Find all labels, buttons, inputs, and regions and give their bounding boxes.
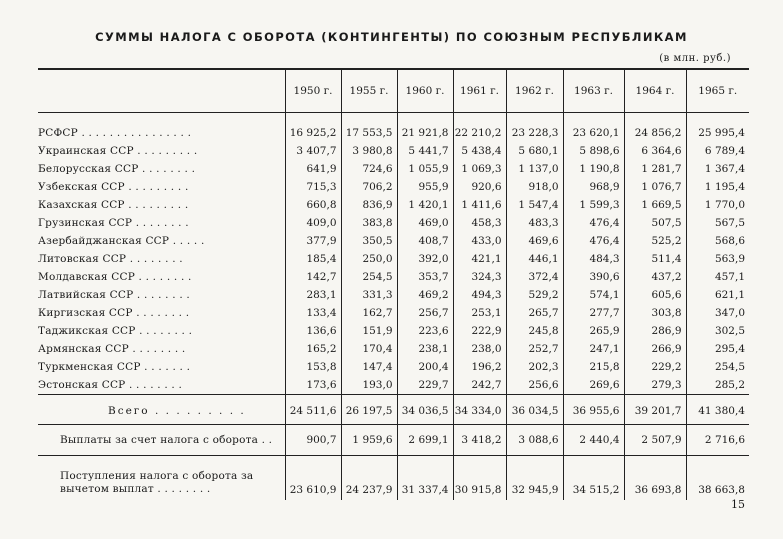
table-cell: 256,6: [506, 376, 563, 395]
column-header: 1965 г.: [686, 69, 749, 113]
column-header: 1963 г.: [563, 69, 624, 113]
table-row: [38, 214, 749, 232]
table-cell: 16 925,2: [285, 113, 341, 143]
row-label: Азербайджанская ССР . . . . .: [38, 235, 205, 247]
table-cell: 1 076,7: [624, 178, 686, 196]
table-cell: 372,4: [506, 268, 563, 286]
table-cell: 247,1: [563, 340, 624, 358]
table-cell: 968,9: [563, 178, 624, 196]
table-row: [38, 178, 749, 196]
table-cell: 353,7: [397, 268, 453, 286]
table-row: [38, 250, 749, 268]
table-cell: 421,1: [453, 250, 506, 268]
table-cell: 173,6: [285, 376, 341, 395]
table-cell: 567,5: [686, 214, 749, 232]
column-header: 1960 г.: [397, 69, 453, 113]
table-row: [38, 340, 749, 358]
row-label: Узбекская ССР . . . . . . . . .: [38, 181, 189, 193]
table-cell: 511,4: [624, 250, 686, 268]
table-cell: 2 716,6: [686, 425, 749, 456]
table-cell: 574,1: [563, 286, 624, 304]
row-label: Выплаты за счет налога с оборота . .: [38, 425, 285, 456]
table-cell: 302,5: [686, 322, 749, 340]
table-cell: 254,5: [341, 268, 397, 286]
table-cell: 24 511,6: [285, 395, 341, 425]
table-cell: 252,7: [506, 340, 563, 358]
table-cell: 1 669,5: [624, 196, 686, 214]
table-cell: 1 281,7: [624, 160, 686, 178]
table-cell: 1 137,0: [506, 160, 563, 178]
table-cell: 955,9: [397, 178, 453, 196]
table-cell: 23 610,9: [285, 456, 341, 501]
table-cell: 238,1: [397, 340, 453, 358]
table-cell: 23 620,1: [563, 113, 624, 143]
table-cell: 196,2: [453, 358, 506, 376]
table-cell: 1 195,4: [686, 178, 749, 196]
table-cell: 1 959,6: [341, 425, 397, 456]
table-cell: 245,8: [506, 322, 563, 340]
table-cell: 286,9: [624, 322, 686, 340]
table-cell: 222,9: [453, 322, 506, 340]
table-cell: 5 441,7: [397, 142, 453, 160]
table-cell: 23 228,3: [506, 113, 563, 143]
table-cell: 34 036,5: [397, 395, 453, 425]
table-cell: 507,5: [624, 214, 686, 232]
table-cell: 3 980,8: [341, 142, 397, 160]
table-cell: 253,1: [453, 304, 506, 322]
row-label: Казахская ССР . . . . . . . . .: [38, 199, 189, 211]
table-cell: 469,2: [397, 286, 453, 304]
table-row: [38, 160, 749, 178]
table-cell: 1 420,1: [397, 196, 453, 214]
table-title: СУММЫ НАЛОГА С ОБОРОТА (КОНТИНГЕНТЫ) ПО СОЮЗНЫМ РЕСПУБЛИКАМ: [95, 30, 688, 44]
row-label: РСФСР . . . . . . . . . . . . . . . .: [38, 127, 192, 139]
table-cell: 568,6: [686, 232, 749, 250]
table-cell: 136,6: [285, 322, 341, 340]
header-corner: [38, 69, 285, 113]
table-cell: 446,1: [506, 250, 563, 268]
table-cell: 836,9: [341, 196, 397, 214]
table-cell: 483,3: [506, 214, 563, 232]
table-cell: 350,5: [341, 232, 397, 250]
table-cell: 283,1: [285, 286, 341, 304]
table-cell: 525,2: [624, 232, 686, 250]
table-cell: 153,8: [285, 358, 341, 376]
table-cell: 32 945,9: [506, 456, 563, 501]
table-cell: 3 407,7: [285, 142, 341, 160]
table-cell: 34 515,2: [563, 456, 624, 501]
table-cell: 242,7: [453, 376, 506, 395]
row-label: Украинская ССР . . . . . . . . .: [38, 145, 198, 157]
table-cell: 6 789,4: [686, 142, 749, 160]
table-cell: 223,6: [397, 322, 453, 340]
table-cell: 30 915,8: [453, 456, 506, 501]
row-label: Армянская ССР . . . . . . . .: [38, 343, 186, 355]
table-cell: 41 380,4: [686, 395, 749, 425]
table-cell: 265,9: [563, 322, 624, 340]
table-cell: 36 693,8: [624, 456, 686, 501]
row-label: Литовская ССР . . . . . . . .: [38, 253, 183, 265]
table-cell: 1 190,8: [563, 160, 624, 178]
table-cell: 715,3: [285, 178, 341, 196]
table-cell: 147,4: [341, 358, 397, 376]
table-cell: 3 088,6: [506, 425, 563, 456]
table-cell: 1 770,0: [686, 196, 749, 214]
column-header: 1964 г.: [624, 69, 686, 113]
net-row: [38, 456, 749, 501]
table-cell: 162,7: [341, 304, 397, 322]
table-cell: 215,8: [563, 358, 624, 376]
row-label: Поступления налога с оборота за вычетом выплат . . . . . . . .: [38, 456, 285, 501]
table-cell: 269,6: [563, 376, 624, 395]
table-cell: 1 367,4: [686, 160, 749, 178]
table-cell: 279,3: [624, 376, 686, 395]
table-cell: 469,0: [397, 214, 453, 232]
table-cell: 621,1: [686, 286, 749, 304]
table-cell: 17 553,5: [341, 113, 397, 143]
table-row: [38, 358, 749, 376]
table-cell: 285,2: [686, 376, 749, 395]
table-cell: 142,7: [285, 268, 341, 286]
table-cell: 529,2: [506, 286, 563, 304]
table-cell: 408,7: [397, 232, 453, 250]
tax-table: [38, 68, 749, 500]
table-cell: 469,6: [506, 232, 563, 250]
table-cell: 383,8: [341, 214, 397, 232]
table-cell: 202,3: [506, 358, 563, 376]
table-cell: 24 237,9: [341, 456, 397, 501]
table-cell: 22 210,2: [453, 113, 506, 143]
table-cell: 254,5: [686, 358, 749, 376]
row-label: Киргизская ССР . . . . . . . .: [38, 307, 190, 319]
table-cell: 641,9: [285, 160, 341, 178]
table-cell: 151,9: [341, 322, 397, 340]
table-cell: 277,7: [563, 304, 624, 322]
table-cell: 5 680,1: [506, 142, 563, 160]
table-cell: 494,3: [453, 286, 506, 304]
table-cell: 437,2: [624, 268, 686, 286]
table-cell: 229,7: [397, 376, 453, 395]
table-cell: 25 995,4: [686, 113, 749, 143]
table-cell: 238,0: [453, 340, 506, 358]
table-cell: 170,4: [341, 340, 397, 358]
table-cell: 324,3: [453, 268, 506, 286]
table-cell: 36 034,5: [506, 395, 563, 425]
row-label: Белорусская ССР . . . . . . . .: [38, 163, 196, 175]
row-label: Туркменская ССР . . . . . . .: [38, 361, 191, 373]
table-row: [38, 142, 749, 160]
table-cell: 390,6: [563, 268, 624, 286]
table-cell: 1 547,4: [506, 196, 563, 214]
table-cell: 377,9: [285, 232, 341, 250]
table-cell: 2 440,4: [563, 425, 624, 456]
table-cell: 605,6: [624, 286, 686, 304]
row-label: Эстонская ССР . . . . . . . .: [38, 379, 183, 391]
table-cell: 250,0: [341, 250, 397, 268]
table-row: [38, 376, 749, 395]
table-cell: 193,0: [341, 376, 397, 395]
table-cell: 1 069,3: [453, 160, 506, 178]
table-cell: 266,9: [624, 340, 686, 358]
payments-row: [38, 425, 749, 456]
table-cell: 433,0: [453, 232, 506, 250]
table-cell: 26 197,5: [341, 395, 397, 425]
table-cell: 331,3: [341, 286, 397, 304]
table-cell: 165,2: [285, 340, 341, 358]
row-label: Грузинская ССР . . . . . . . .: [38, 217, 189, 229]
table-cell: 2 699,1: [397, 425, 453, 456]
column-header: 1955 г.: [341, 69, 397, 113]
table-cell: 5 438,4: [453, 142, 506, 160]
table-cell: 409,0: [285, 214, 341, 232]
table-row: [38, 113, 749, 143]
table-cell: 31 337,4: [397, 456, 453, 501]
table-cell: 185,4: [285, 250, 341, 268]
table-cell: 303,8: [624, 304, 686, 322]
column-header: 1962 г.: [506, 69, 563, 113]
row-label: Молдавская ССР . . . . . . . .: [38, 271, 192, 283]
row-label: Латвийская ССР . . . . . . . .: [38, 289, 190, 301]
table-cell: 2 507,9: [624, 425, 686, 456]
table-row: [38, 304, 749, 322]
table-cell: 229,2: [624, 358, 686, 376]
table-cell: 3 418,2: [453, 425, 506, 456]
total-row: [38, 395, 749, 425]
column-header: 1950 г.: [285, 69, 341, 113]
table-cell: 484,3: [563, 250, 624, 268]
units-label: (в млн. руб.): [659, 53, 731, 64]
table-row: [38, 232, 749, 250]
table-cell: 256,7: [397, 304, 453, 322]
page-number: 15: [731, 498, 745, 511]
row-label: Таджикская ССР . . . . . . . .: [38, 325, 193, 337]
table-cell: 918,0: [506, 178, 563, 196]
column-header: 1961 г.: [453, 69, 506, 113]
table-cell: 1 599,3: [563, 196, 624, 214]
table-cell: 476,4: [563, 214, 624, 232]
table-cell: 265,7: [506, 304, 563, 322]
table-cell: 6 364,6: [624, 142, 686, 160]
table-row: [38, 286, 749, 304]
table-cell: 24 856,2: [624, 113, 686, 143]
table-cell: 920,6: [453, 178, 506, 196]
table-cell: 706,2: [341, 178, 397, 196]
table-cell: 133,4: [285, 304, 341, 322]
table-cell: 1 055,9: [397, 160, 453, 178]
table-cell: 5 898,6: [563, 142, 624, 160]
table-cell: 21 921,8: [397, 113, 453, 143]
table-cell: 34 334,0: [453, 395, 506, 425]
table-cell: 660,8: [285, 196, 341, 214]
table-cell: 200,4: [397, 358, 453, 376]
table-cell: 458,3: [453, 214, 506, 232]
table-row: [38, 196, 749, 214]
header-row: [38, 69, 749, 113]
table-cell: 724,6: [341, 160, 397, 178]
table-cell: 1 411,6: [453, 196, 506, 214]
table-row: [38, 268, 749, 286]
table-cell: 39 201,7: [624, 395, 686, 425]
table-cell: 295,4: [686, 340, 749, 358]
table-cell: 900,7: [285, 425, 341, 456]
table-cell: 476,4: [563, 232, 624, 250]
table-cell: 347,0: [686, 304, 749, 322]
table-cell: 38 663,8: [686, 456, 749, 501]
table-cell: 36 955,6: [563, 395, 624, 425]
row-label: Всего . . . . . . . . .: [38, 395, 285, 425]
table-cell: 563,9: [686, 250, 749, 268]
table-cell: 392,0: [397, 250, 453, 268]
table-cell: 457,1: [686, 268, 749, 286]
table-row: [38, 322, 749, 340]
